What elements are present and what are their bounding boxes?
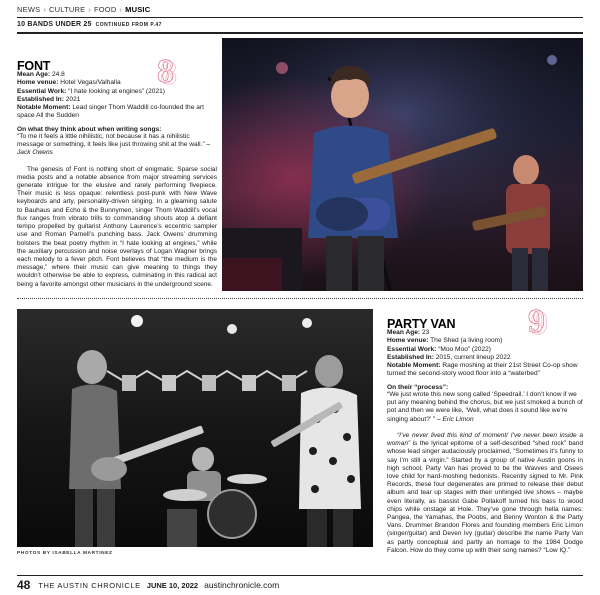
party-van-band-photo [17, 309, 373, 547]
continued-note: CONTINUED FROM P.47 [95, 22, 162, 28]
font-body: The genesis of Font is nothing short of enigmatic. Sparse social media posts and a notable absence from major streaming services generate intrigue for the elusive and rarely performing fivepiece. Their music is less opaque: relentless post-punk with New Wave keyboards and arty, personality-driven singing. In a gleaming salute to Bauhaus and Echo & the Bunnymen, singer Thom Waddill’s vocal flux ranges from vibrato trills to commanding shouts atop a defiant tempo propelled by guitarist Anthony Laurence’s eccentric sampler use and Roman Parnell’s punching bass. Jack Owens’ drumming bolsters the beat poetry rhythm in “I hate looking at engines,” while the auxiliary percussion and noise overlays of Logan Wagner brings each melody to a fever pitch. Font believes that “the medium is the message,” where their music can give meaning to things they wouldn’t otherwise be able to express, culminating in this radical act being a favorite amongst other musicians in the underground scene. [17, 165, 217, 288]
fact-label: Notable Moment: [387, 362, 441, 370]
footer-rule [17, 575, 583, 576]
font-band-photo [222, 38, 583, 291]
fact-row [387, 337, 583, 345]
section-title: 10 BANDS UNDER 25 [17, 21, 92, 28]
fact-row [387, 362, 583, 379]
section-divider [17, 298, 583, 299]
fact-row [387, 346, 583, 354]
font-subhead: On what they think about when writing songs: [17, 125, 162, 133]
fact-value: 24.8 [51, 71, 65, 78]
font-facts [17, 71, 217, 121]
fact-label: Mean Age: [387, 329, 421, 336]
fact-value: 2021 [65, 95, 81, 103]
fact-row [17, 88, 217, 96]
breadcrumb-separator: › [88, 5, 91, 14]
photo-credit: PHOTOS BY ISABELLA MARTINEZ [17, 551, 113, 556]
party-van-subhead: On their “process”: [387, 383, 449, 391]
fact-label: Home venue: [387, 337, 429, 345]
fact-row [387, 354, 583, 362]
party-van-article [387, 315, 583, 555]
fact-value: “Moo Moo” (2022) [438, 345, 491, 353]
site-url[interactable]: austinchronicle.com [204, 580, 280, 590]
band-name-font: FONT [17, 59, 51, 73]
fact-value: “I hate looking at engines” (2021) [68, 87, 165, 95]
section-header [17, 21, 583, 28]
fact-label: Essential Work: [17, 87, 67, 95]
quote-credit: – Eric Limon [437, 415, 474, 423]
fact-value: Lead singer Thom Waddill co-founded the art space All the Sudden [17, 104, 204, 120]
font-quote [17, 133, 217, 158]
fact-row [17, 104, 217, 121]
quote-credit: – Jack Owens [17, 141, 211, 157]
breadcrumb-item-food[interactable]: FOOD [93, 5, 117, 14]
breadcrumb-separator: › [119, 5, 123, 14]
breadcrumb-item-music[interactable]: MUSIC [125, 5, 151, 14]
bw-concert-photo-illustration [17, 309, 373, 547]
fact-label: Notable Moment: [17, 104, 71, 112]
fact-value: Rage moshing at their 21st Street Co-op show turned the second-story wood floor into a “waterbed” [387, 362, 578, 378]
fact-row [17, 79, 217, 87]
body-lead-lyric: “I’ve never lived this kind of moment/ I’ve never been inside a woman” [387, 431, 583, 448]
quote-text: “To me it feels a little nihilistic, not because it has a nihilistic message or something, it feels like just throwing shit at the wall.” [17, 132, 205, 149]
band-name-party-van: PARTY VAN [387, 317, 456, 331]
fact-row [17, 71, 217, 79]
fact-label: Established In: [387, 353, 434, 361]
quote-text: “We just wrote this new song called ‘Speedrail.’ I don’t know if we put any meaning behind the chorus, but we just smoked a bunch of pot and then we were like, ‘Well, what does it sound like we’re singing about?’ ” [387, 390, 583, 423]
party-van-body [387, 432, 583, 555]
breadcrumb [17, 5, 150, 14]
party-van-facts [387, 329, 583, 379]
breadcrumb-item-culture[interactable]: CULTURE [49, 5, 86, 14]
breadcrumb-separator: › [43, 5, 47, 14]
page-footer [17, 578, 583, 592]
fact-value: Hotel Vegas/Valhalla [60, 79, 121, 87]
fact-label: Essential Work: [387, 345, 437, 353]
breadcrumb-item-news[interactable]: NEWS [17, 5, 41, 14]
font-article [17, 57, 217, 289]
body-text: is the lyrical epitome of a self-described “shed rock” band whose lead singer audaciously proclaimed, “Sometimes it’s funny to say I’m still a virgin.” Started by a group of native Austin goons in high school, Party Van has proved to be the Wavves and Osees love child for hard-moshing hedonists. Recently signed to Mr. Pink Records, these four degenerates are primed to release their debut album and tear up stages with their unhinged live shows – maybe even literally, as bassist Gabe Pollakoff turned his bass to wood chips while onstage at Hole. They’ve gone through hella names: Pangea, the Yamahas, the Poobs, and Benny Wonton & the Party Vans. Drummer Brandon Flores and founding members Eric Limon (singer/guitar) and Deven Ivy (guitar) describe the name Party Van as partly conceptual and partly an homage to the 1984 Dodge Falcon. How do they come up with their song names? “Low IQ.” [387, 440, 583, 554]
section-rule [17, 32, 583, 34]
fact-row [17, 96, 217, 104]
party-van-quote [387, 391, 583, 424]
rank-number-9: 9 9 [528, 307, 543, 337]
issue-date: JUNE 10, 2022 [146, 580, 199, 590]
fact-value: 2015, current lineup 2022 [435, 353, 511, 361]
header-rule [17, 17, 583, 18]
page-number: 48 [17, 578, 31, 592]
fact-value: The Shed (a living room) [430, 337, 503, 345]
fact-row [387, 329, 583, 337]
publication-name: THE AUSTIN CHRONICLE [38, 580, 141, 590]
fact-label: Home venue: [17, 79, 59, 87]
concert-photo-illustration [222, 38, 583, 291]
fact-label: Established In: [17, 95, 64, 103]
fact-value: 23 [421, 329, 430, 336]
rank-number-8: 8 8 [157, 57, 172, 87]
fact-label: Mean Age: [17, 71, 51, 78]
